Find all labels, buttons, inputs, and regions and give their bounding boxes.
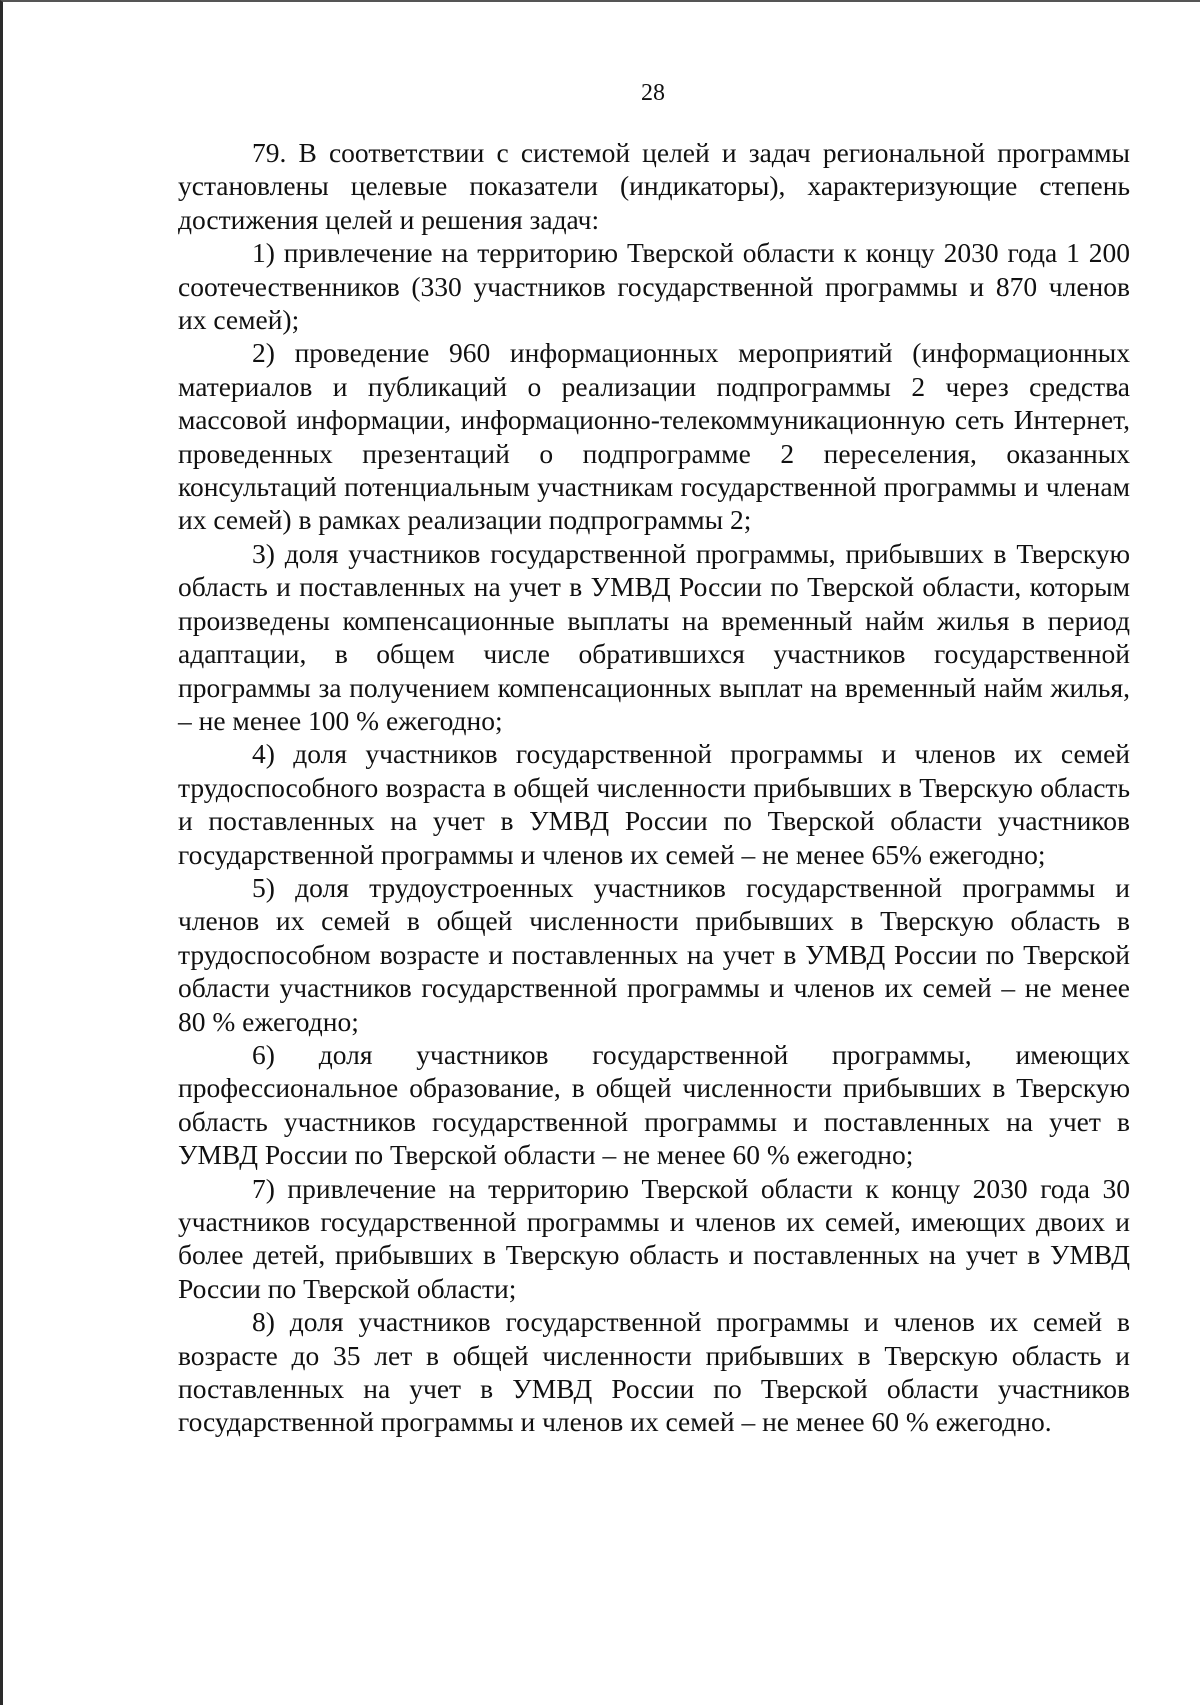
page-number: 28 <box>641 80 665 106</box>
list-item-4: 4) доля участников государственной программы и членов их семей трудоспособного возраста в общей численности прибывших в Тверскую область и поставленных на учет в УМВД России по Тверской области участников государственной программы и членов их семей – не менее 65% ежегодно; <box>178 738 1130 870</box>
document-body <box>178 136 1130 1439</box>
list-item-5: 5) доля трудоустроенных участников государственной программы и членов их семей в общей численности прибывших в Тверскую область в трудоспособном возрасте и поставленных на учет в УМВД России по Тверской области участников государственной программы и членов их семей – не менее 80 % ежегодно; <box>178 871 1130 1037</box>
list-item-3: 3) доля участников государственной программы, прибывших в Тверскую область и поставленных на учет в УМВД России по Тверской области, которым произведены компенсационные выплаты на временный найм жилья в период адаптации, в общем числе обратившихся участников государственной программы за получением компенсационных выплат на временный найм жилья, – не менее 100 % ежегодно; <box>178 537 1130 736</box>
list-item-1: 1) привлечение на территорию Тверской области к концу 2030 года 1 200 соотечественников (330 участников государственной программы и 870 членов их семей); <box>178 237 1130 336</box>
list-item-7: 7) привлечение на территорию Тверской области к концу 2030 года 30 участников государственной программы и членов их семей, имеющих двоих и более детей, прибывших в Тверскую область и поставленных на учет в УМВД России по Тверской области; <box>178 1172 1130 1304</box>
list-item-6: 6) доля участников государственной программы, имеющих профессиональное образование, в общей численности прибывших в Тверскую область участников государственной программы и поставленных на учет в УМВД России по Тверской области – не менее 60 % ежегодно; <box>178 1038 1130 1171</box>
list-item-8: 8) доля участников государственной программы и членов их семей в возрасте до 35 лет в общей численности прибывших в Тверскую область и поставленных на учет в УМВД России по Тверской области участников государственной программы и членов их семей – не менее 60 % ежегодно. <box>178 1306 1130 1438</box>
paragraph-79: 79. В соответствии с системой целей и задач региональной программы установлены целевые показатели (индикаторы), характеризующие степень достижения целей и решения задач: <box>178 137 1130 235</box>
list-item-2: 2) проведение 960 информационных мероприятий (информационных материалов и публикаций о реализации подпрограммы 2 через средства массовой информации, информационно-телекоммуникационную сеть Интернет, проведенных презентаций о подпрограмме 2 переселения, оказанных консультаций потенциальным участникам государственной программы и членам их семей) в рамках реализации подпрограммы 2; <box>178 337 1130 536</box>
